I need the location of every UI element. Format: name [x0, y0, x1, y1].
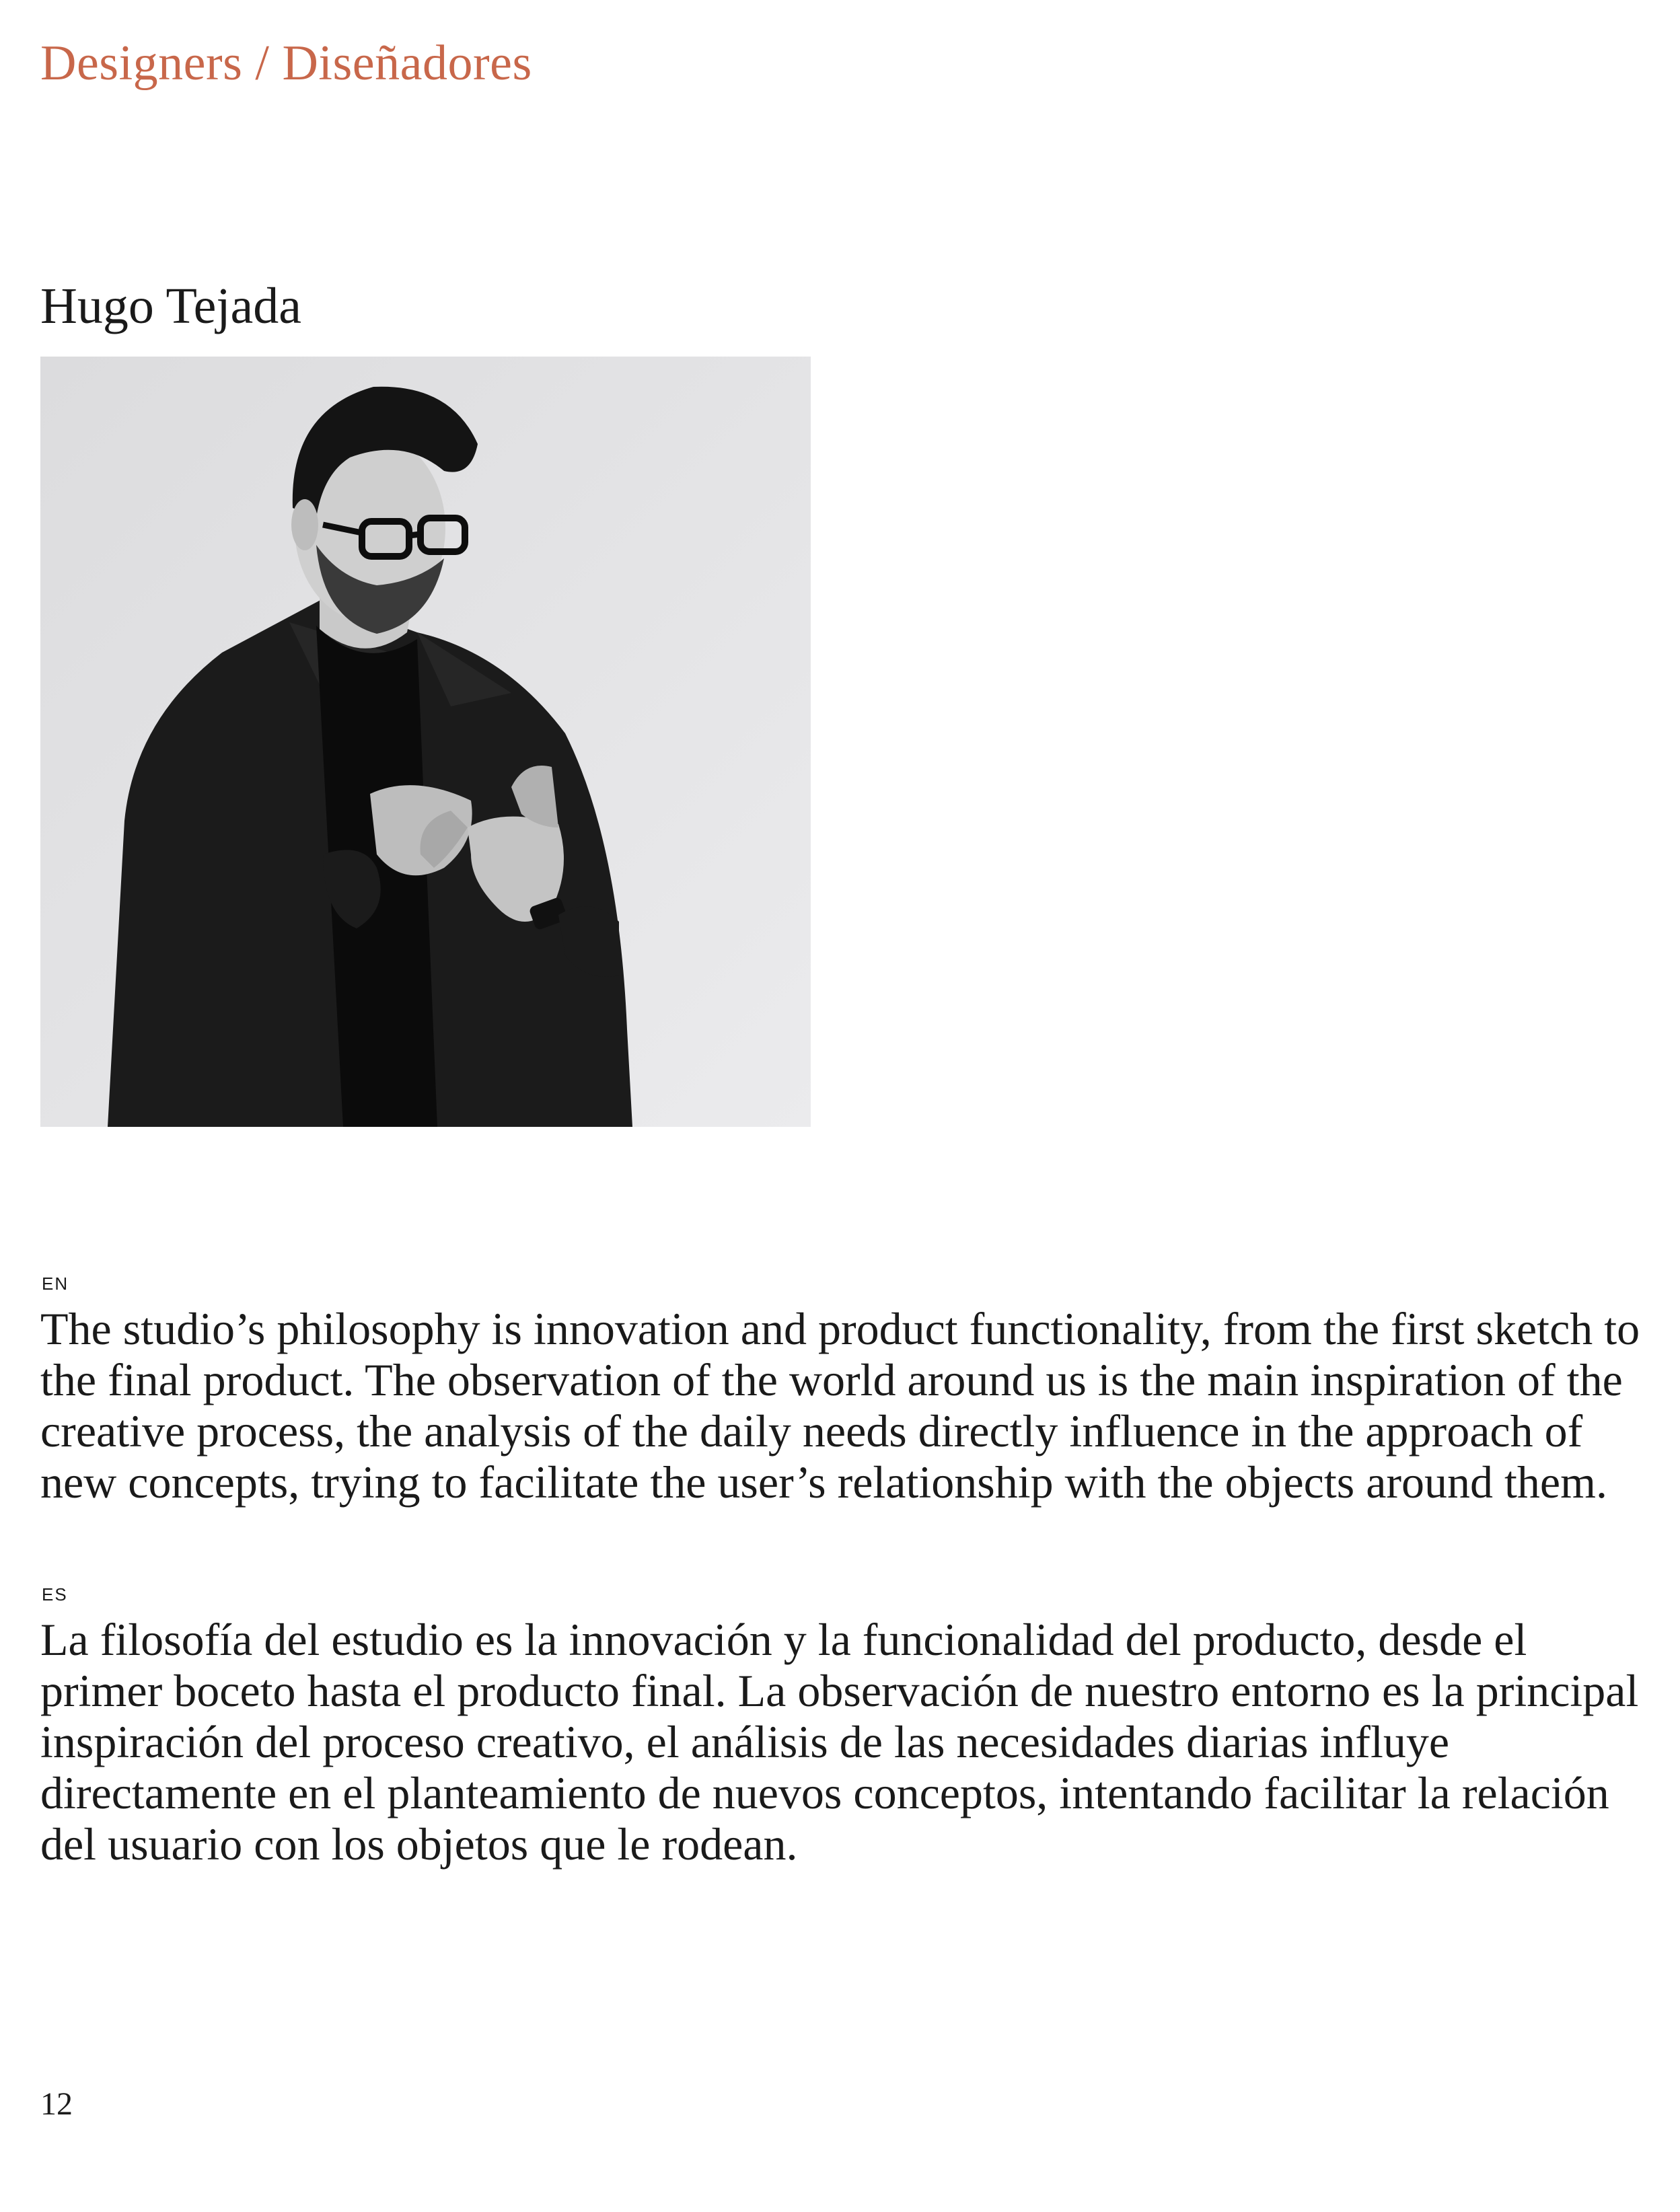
portrait-illustration: [40, 357, 811, 1127]
bio-text-es: La filosofía del estudio es la innovación y la funcionalidad del producto, desde el primer boceto hasta el producto final. La observación de nuestro entorno es la principal inspiración del proceso creativo, el análisis de las necesidades diarias influye directamente en el planteamiento de nuevos conceptos, intentando facilitar la relación del usuario con los objetos que le rodean.: [40, 1614, 1639, 1870]
bio-text-en: The studio’s philosophy is innovation and product functionality, from the first sketch to the final product. The observation of the world around us is the main inspiration of the creative process, the analysis of the daily needs directly influence in the approach of new concepts, trying to facilitate the user’s relationship with the objects around them.: [40, 1303, 1640, 1508]
language-label-en: EN: [42, 1274, 69, 1294]
page-number: 12: [40, 2086, 73, 2122]
designer-portrait-photo: [40, 357, 811, 1127]
designer-name: Hugo Tejada: [40, 278, 301, 334]
section-title: Designers / Diseñadores: [40, 36, 532, 91]
language-label-es: ES: [42, 1584, 68, 1605]
